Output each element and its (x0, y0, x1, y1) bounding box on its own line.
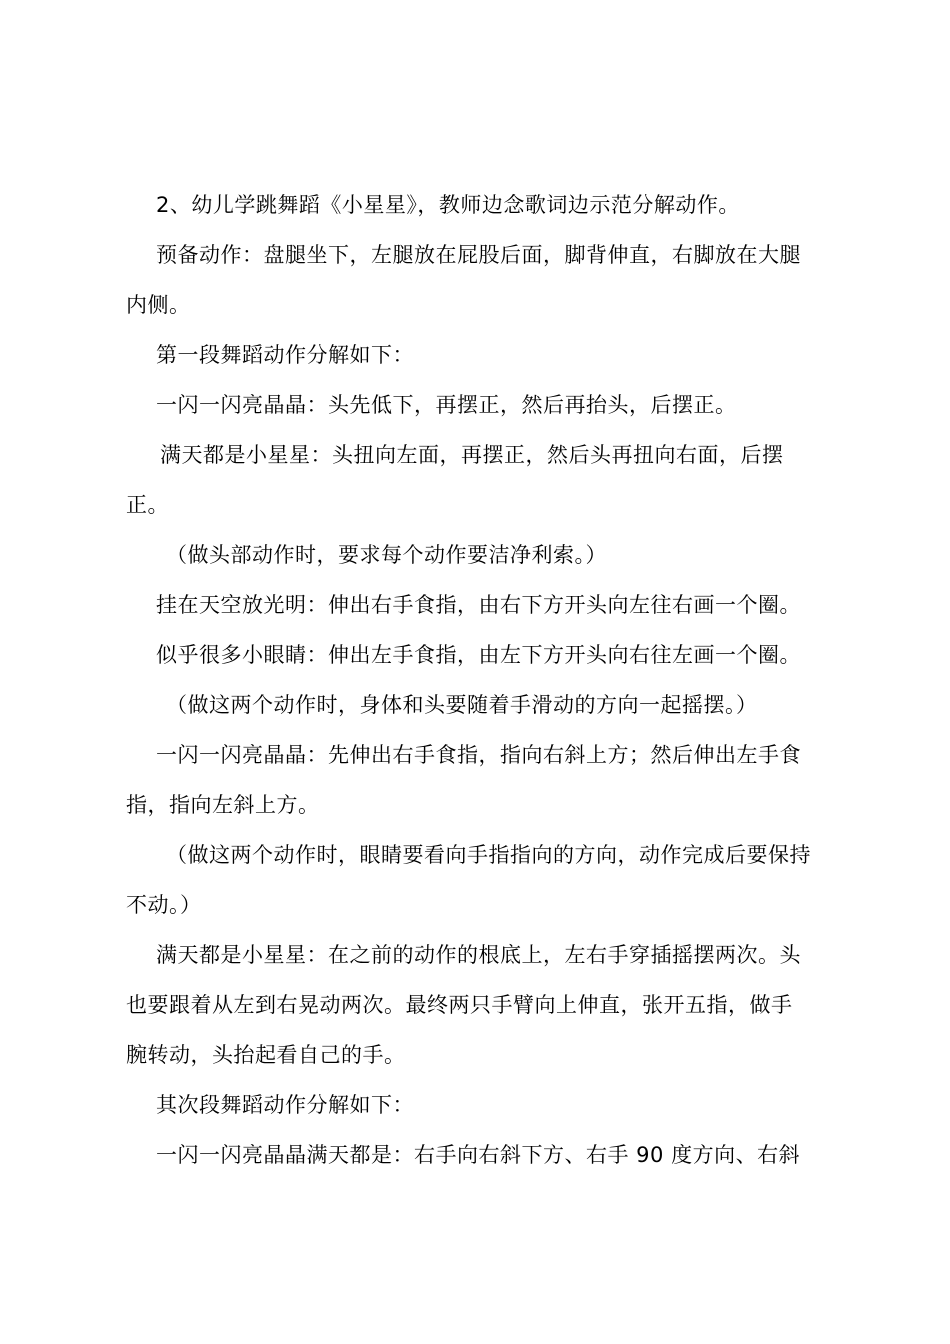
text-line: 正。 (126, 493, 169, 517)
text-line: 2、幼儿学跳舞蹈《小星星》，教师边念歌词边示范分解动作。 (156, 193, 740, 217)
text-line: 第一段舞蹈动作分解如下： (156, 343, 414, 367)
text-line: 满天都是小星星：头扭向左面，再摆正，然后头再扭向右面，后摆 (160, 443, 784, 467)
text-line: （做这两个动作时，眼睛要看向手指指向的方向，动作完成后要保持 (166, 843, 811, 867)
text-line: （做这两个动作时，身体和头要随着手滑动的方向一起摇摆。） (166, 693, 758, 717)
text-line: 似乎很多小眼睛：伸出左手食指，由左下方开头向右往左画一个圈。 (156, 643, 801, 667)
text-line: 一闪一闪亮晶晶：头先低下，再摆正，然后再抬头，后摆正。 (156, 393, 737, 417)
text-line: 一闪一闪亮晶晶：先伸出右手食指，指向右斜上方；然后伸出左手食 (156, 743, 801, 767)
text-line: 预备动作：盘腿坐下，左腿放在屁股后面，脚背伸直，右脚放在大腿 (156, 243, 801, 267)
text-line: 不动。） (126, 893, 202, 917)
document-body (126, 180, 836, 1180)
text-line: 内侧。 (126, 293, 191, 317)
text-line: 一闪一闪亮晶晶满天都是：右手向右斜下方、右手 90 度方向、右斜 (156, 1143, 801, 1167)
text-line: 指，指向左斜上方。 (126, 793, 320, 817)
text-line: （做头部动作时，要求每个动作要洁净利索。） (166, 543, 607, 567)
text-line: 腕转动，头抬起看自己的手。 (126, 1043, 406, 1067)
text-line: 也要跟着从左到右晃动两次。最终两只手臂向上伸直，张开五指，做手 (126, 993, 793, 1017)
text-line: 挂在天空放光明：伸出右手食指，由右下方开头向左往右画一个圈。 (156, 593, 801, 617)
text-line: 其次段舞蹈动作分解如下： (156, 1093, 414, 1117)
text-line: 满天都是小星星：在之前的动作的根底上，左右手穿插摇摆两次。头 (156, 943, 801, 967)
